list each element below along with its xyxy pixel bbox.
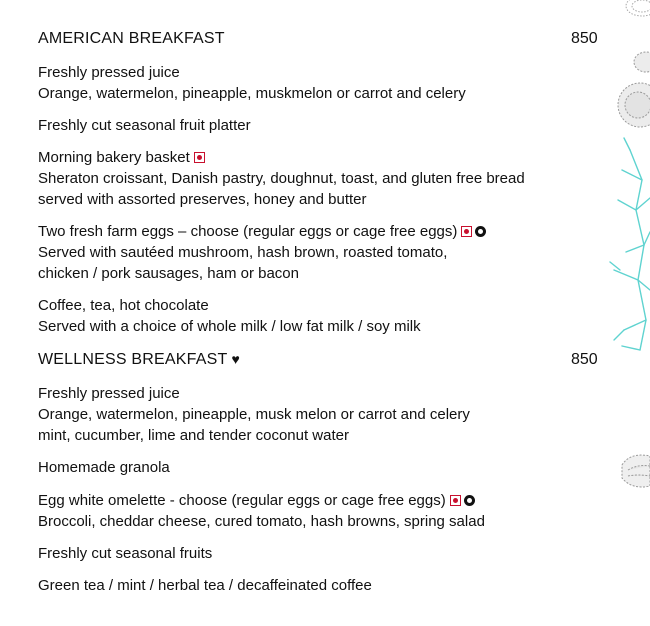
coral-branches: [610, 138, 650, 350]
item-granola: Homemade granola: [38, 459, 170, 476]
price-wellness: 850: [571, 351, 598, 368]
item-bakery-desc-1: Sheraton croissant, Danish pastry, doughnut, toast, and gluten free bread: [38, 170, 525, 187]
item-eggs-desc-1: Served with sautéed mushroom, hash brown, roasted tomato,: [38, 244, 448, 261]
item-bakery-title: [38, 147, 205, 168]
item-fruit-platter: Freshly cut seasonal fruit platter: [38, 117, 251, 134]
nonveg-icon: [475, 226, 486, 237]
nonveg-icon: [464, 495, 475, 506]
item-coffee-desc: Served with a choice of whole milk / low fat milk / soy milk: [38, 318, 421, 335]
shell-top: [626, 0, 650, 16]
shell-mid: [618, 52, 650, 127]
item-tea: Green tea / mint / herbal tea / decaffeinated coffee: [38, 577, 372, 594]
item-wellness-juice-desc-2: mint, cucumber, lime and tender coconut water: [38, 427, 349, 444]
item-eggs-desc-2: chicken / pork sausages, ham or bacon: [38, 265, 299, 282]
item-seasonal-fruits: Freshly cut seasonal fruits: [38, 545, 213, 562]
item-omelette-label: Egg white omelette - choose (regular eggs or cage free eggs): [38, 492, 446, 509]
item-omelette-desc: Broccoli, cheddar cheese, cured tomato, hash browns, spring salad: [38, 513, 485, 530]
item-eggs-label: Two fresh farm eggs – choose (regular eggs or cage free eggs): [38, 223, 458, 240]
item-coffee-title: Coffee, tea, hot chocolate: [38, 297, 209, 314]
veg-icon: [450, 495, 461, 506]
price-american: 850: [571, 30, 598, 47]
decorative-seashell-art: [600, 0, 650, 626]
item-juice-title: Freshly pressed juice: [38, 64, 180, 81]
veg-icon: [461, 226, 472, 237]
item-wellness-juice-title: Freshly pressed juice: [38, 385, 180, 402]
item-eggs-title: [38, 221, 486, 242]
item-omelette-title: [38, 490, 475, 511]
shell-bottom: [622, 455, 650, 487]
section-title-wellness-label: WELLNESS BREAKFAST: [38, 351, 228, 368]
heart-icon: ♥: [231, 351, 240, 367]
item-bakery-desc-2: served with assorted preserves, honey and butter: [38, 191, 367, 208]
item-juice-desc: Orange, watermelon, pineapple, muskmelon or carrot and celery: [38, 85, 466, 102]
section-title-american: AMERICAN BREAKFAST: [38, 30, 225, 47]
item-bakery-label: Morning bakery basket: [38, 149, 190, 166]
section-title-wellness: [38, 349, 240, 370]
item-wellness-juice-desc-1: Orange, watermelon, pineapple, musk melon or carrot and celery: [38, 406, 470, 423]
veg-icon: [194, 152, 205, 163]
